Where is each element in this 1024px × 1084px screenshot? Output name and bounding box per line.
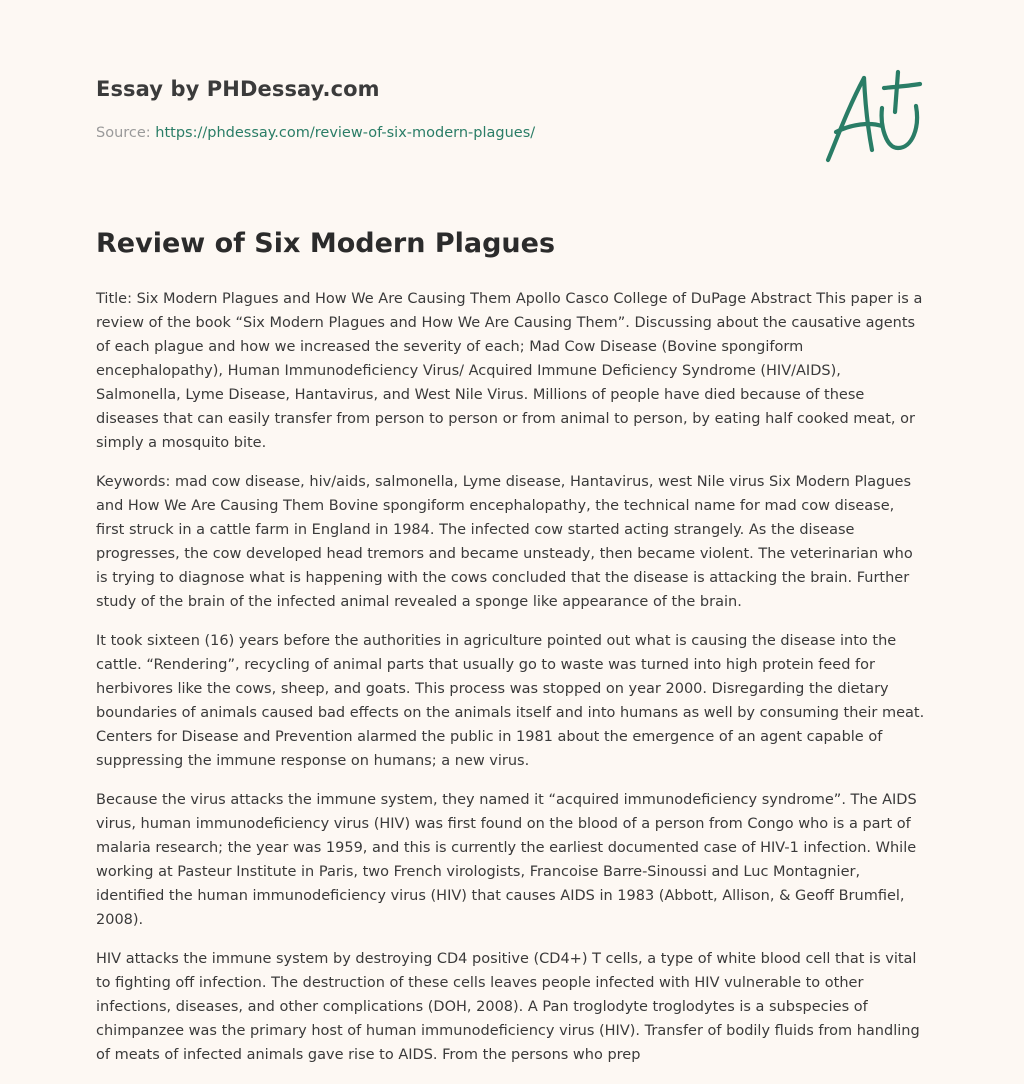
essay-paragraph: Because the virus attacks the immune system, they named it “acquired immunodeficiency syndrome”. The AIDS virus, human immunodeficiency virus (HIV) was first found on the blood of a person from Congo who is a part of malaria research; the year was 1959, and this is currently the earliest documented case of HIV-1 infection. While working at Pasteur Institute in Paris, two French virologists, Francoise Barre-Sinoussi and Luc Montagnier, identified the human immunodeficiency virus (HIV) that causes AIDS in 1983 (Abbott, Allison, & Geoff Brumfiel, 2008).: [96, 792, 917, 928]
essay-paragraph: Keywords: mad cow disease, hiv/aids, salmonella, Lyme disease, Hantavirus, west Nile virus Six Modern Plagues and How We Are Causing Them Bovine spongiform encephalopathy, the technical name for mad cow disease, first struck in a cattle farm in England in 1984. The infected cow started acting strangely. As the disease progresses, the cow developed head tremors and became unsteady, then became violent. The veterinarian who is trying to diagnose what is happening with the cows concluded that the disease is attacking the brain. Further study of the brain of the infected animal revealed a sponge like appearance of the brain.: [96, 474, 913, 610]
page: [96, 0, 926, 1084]
essay-title: Review of Six Modern Plagues: [96, 228, 556, 259]
a-plus-logo-icon: [822, 68, 926, 164]
site-header: [96, 74, 926, 174]
source-label: Source:: [96, 125, 156, 141]
essay-paragraph: It took sixteen (16) years before the authorities in agriculture pointed out what is causing the disease into the cattle. “Rendering”, recycling of animal parts that usually go to waste was turned into high protein feed for herbivores like the cows, sheep, and goats. This process was stopped on year 2000. Disregarding the dietary boundaries of animals caused bad effects on the animals itself and into humans as well by consuming their meat. Centers for Disease and Prevention alarmed the public in 1981 about the emergence of an agent capable of suppressing the immune response on humans; a new virus.: [96, 633, 925, 769]
essay-body: [96, 287, 926, 1082]
source-link[interactable]: https://phdessay.com/review-of-six-modern-plagues/: [155, 125, 536, 141]
essay-paragraph: HIV attacks the immune system by destroying CD4 positive (CD4+) T cells, a type of white blood cell that is vital to fighting off infection. The destruction of these cells leaves people infected with HIV vulnerable to other infections, diseases, and other complications (DOH, 2008). A Pan troglodyte troglodytes is a subspecies of chimpanzee was the primary host of human immunodeficiency virus (HIV). Transfer of bodily fluids from handling of meats of infected animals gave rise to AIDS. From the persons who prep: [96, 951, 920, 1063]
essay-paragraph: Title: Six Modern Plagues and How We Are Causing Them Apollo Casco College of DuPage Abstract This paper is a review of the book “Six Modern Plagues and How We Are Causing Them”. Discussing about the causative agents of each plague and how we increased the severity of each; Mad Cow Disease (Bovine spongiform encephalopathy), Human Immunodeficiency Virus/ Acquired Immune Deficiency Syndrome (HIV/AIDS), Salmonella, Lyme Disease, Hantavirus, and West Nile Virus. Millions of people have died because of these diseases that can easily transfer from person to person or from animal to person, by eating half cooked meat, or simply a mosquito bite.: [96, 291, 923, 451]
source-line: [96, 125, 535, 141]
brand-title: Essay by PHDessay.com: [96, 77, 380, 101]
